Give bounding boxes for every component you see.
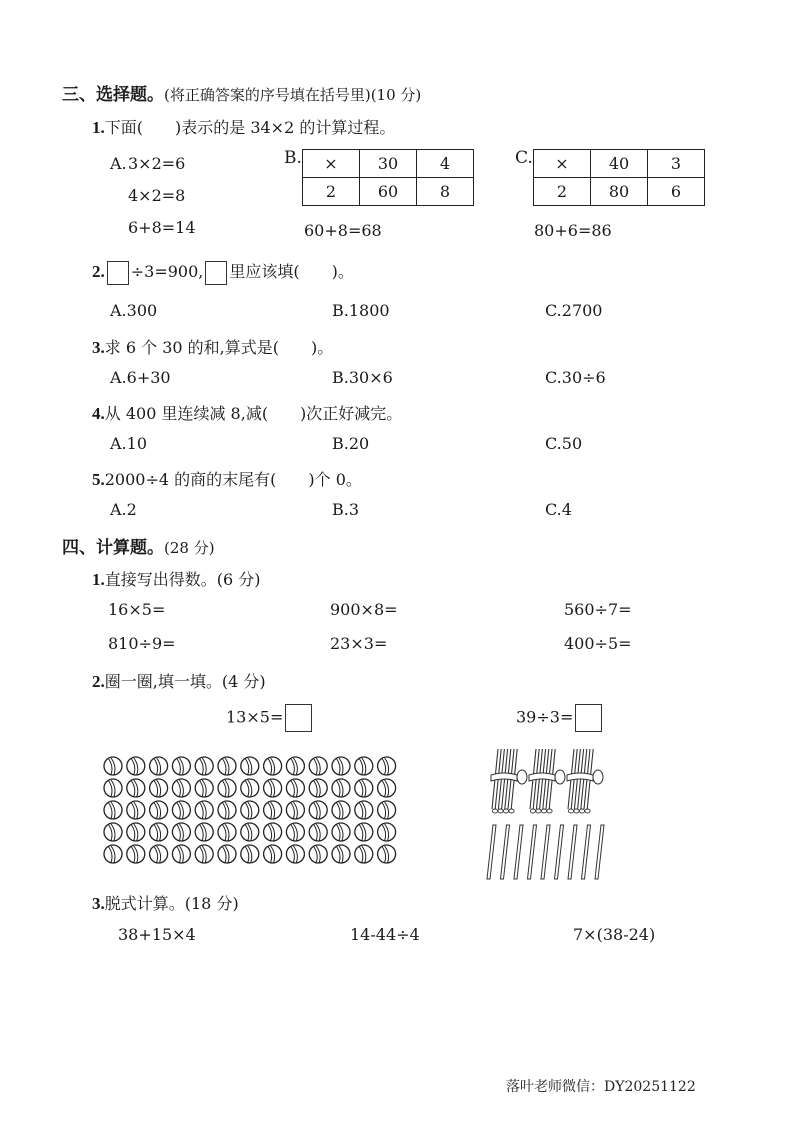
ball-icon bbox=[127, 845, 145, 863]
ball-icon bbox=[378, 801, 396, 819]
ball-icon bbox=[218, 823, 236, 841]
ball-icon bbox=[172, 801, 190, 819]
ball-icon bbox=[104, 823, 122, 841]
q1-option-a-line: 3×2=6 bbox=[128, 154, 186, 173]
balls-illustration bbox=[102, 755, 402, 875]
single-stick-icon bbox=[595, 825, 604, 879]
table-cell: 3 bbox=[648, 150, 705, 178]
stick-bundle-icon bbox=[491, 749, 527, 813]
option-a: A.2 bbox=[110, 500, 137, 519]
stick-bundle-icon bbox=[529, 749, 565, 813]
ball-icon bbox=[150, 823, 168, 841]
ball-icon bbox=[264, 801, 282, 819]
section-4-title: 四、计算题。 bbox=[62, 538, 164, 558]
ball-icon bbox=[286, 779, 304, 797]
ball-icon bbox=[241, 823, 259, 841]
step-calc-item: 14-44÷4 bbox=[350, 925, 420, 944]
table-cell: 30 bbox=[360, 150, 417, 178]
section-4-header bbox=[62, 533, 215, 558]
ball-icon bbox=[172, 823, 190, 841]
ball-icon bbox=[218, 779, 236, 797]
question-number: 4. bbox=[92, 404, 105, 423]
table-cell: 8 bbox=[417, 178, 474, 206]
option-b: B.30×6 bbox=[332, 368, 393, 387]
question-text: 脱式计算。(18 分) bbox=[104, 894, 239, 913]
ball-icon bbox=[332, 845, 350, 863]
circle-equation-right bbox=[516, 704, 604, 732]
table-cell: 60 bbox=[360, 178, 417, 206]
oral-calc-item: 23×3= bbox=[330, 634, 388, 653]
ball-icon bbox=[355, 757, 373, 775]
question-number: 2. bbox=[92, 262, 105, 281]
question-1 bbox=[92, 115, 395, 138]
question-number: 5. bbox=[92, 470, 105, 489]
ball-icon bbox=[172, 779, 190, 797]
ball-icon bbox=[264, 823, 282, 841]
ball-icon bbox=[195, 801, 213, 819]
q1-option-a-label: A. bbox=[110, 154, 127, 173]
ball-icon bbox=[355, 779, 373, 797]
q1-option-a-line: 4×2=8 bbox=[128, 186, 186, 205]
ball-icon bbox=[150, 845, 168, 863]
single-stick-icon bbox=[555, 825, 564, 879]
ball-icon bbox=[241, 757, 259, 775]
ball-icon bbox=[332, 779, 350, 797]
q1-option-b-result: 60+8=68 bbox=[304, 221, 382, 240]
ball-icon bbox=[104, 757, 122, 775]
q1-option-a-line: 6+8=14 bbox=[128, 218, 196, 237]
ball-icon bbox=[309, 801, 327, 819]
section-3-note: (将正确答案的序号填在括号里)(10 分) bbox=[164, 86, 422, 104]
ball-icon bbox=[150, 757, 168, 775]
ball-icon bbox=[195, 757, 213, 775]
ball-icon bbox=[241, 801, 259, 819]
q1-option-b-table bbox=[302, 149, 474, 206]
ball-icon bbox=[378, 779, 396, 797]
option-b: B.20 bbox=[332, 434, 370, 453]
ball-icon bbox=[332, 757, 350, 775]
oral-calc-item: 16×5= bbox=[108, 600, 166, 619]
question-3 bbox=[92, 335, 333, 358]
table-cell: 40 bbox=[591, 150, 648, 178]
ball-icon bbox=[218, 845, 236, 863]
ball-icon bbox=[218, 801, 236, 819]
blank-box[interactable] bbox=[205, 261, 227, 285]
ball-icon bbox=[127, 823, 145, 841]
question-4 bbox=[92, 401, 402, 424]
blank-box[interactable] bbox=[107, 261, 129, 285]
q1-option-b-label: B. bbox=[284, 148, 302, 168]
ball-icon bbox=[264, 845, 282, 863]
question-number: 1. bbox=[92, 570, 105, 589]
single-stick-icon bbox=[514, 825, 523, 879]
section-3-header bbox=[62, 80, 421, 105]
ball-icon bbox=[309, 845, 327, 863]
question-number: 1. bbox=[92, 118, 105, 137]
table-cell: × bbox=[303, 150, 360, 178]
oral-calc-item: 810÷9= bbox=[108, 634, 176, 653]
calc-question-3 bbox=[92, 891, 239, 914]
sticks-illustration bbox=[478, 745, 618, 883]
single-stick-icon bbox=[487, 825, 496, 879]
ball-icon bbox=[355, 801, 373, 819]
oral-calc-item: 400÷5= bbox=[564, 634, 632, 653]
ball-icon bbox=[150, 779, 168, 797]
ball-icon bbox=[264, 779, 282, 797]
footer-contact: 落叶老师微信：DY20251122 bbox=[506, 1079, 696, 1095]
answer-box[interactable] bbox=[285, 704, 312, 732]
ball-icon bbox=[309, 779, 327, 797]
equation-text: 13×5= bbox=[226, 707, 284, 727]
ball-icon bbox=[241, 779, 259, 797]
q1-option-c-table bbox=[533, 149, 705, 206]
table-cell: 80 bbox=[591, 178, 648, 206]
table-cell: 6 bbox=[648, 178, 705, 206]
question-number: 2. bbox=[92, 672, 105, 691]
question-number: 3. bbox=[92, 894, 105, 913]
calc-question-1 bbox=[92, 567, 261, 590]
ball-icon bbox=[127, 779, 145, 797]
question-text: 圈一圈,填一填。(4 分) bbox=[104, 672, 266, 691]
circle-equation-left bbox=[226, 704, 314, 732]
ball-icon bbox=[378, 757, 396, 775]
ball-icon bbox=[241, 845, 259, 863]
option-c: C.2700 bbox=[545, 301, 603, 320]
ball-icon bbox=[264, 757, 282, 775]
oral-calc-item: 560÷7= bbox=[564, 600, 632, 619]
question-text: 直接写出得数。(6 分) bbox=[104, 570, 261, 589]
ball-icon bbox=[218, 757, 236, 775]
ball-icon bbox=[195, 845, 213, 863]
ball-icon bbox=[332, 823, 350, 841]
step-calc-item: 7×(38-24) bbox=[573, 925, 656, 944]
ball-icon bbox=[286, 757, 304, 775]
question-text-part: ÷3=900, bbox=[130, 262, 204, 281]
section-3-title: 三、选择题。 bbox=[62, 85, 164, 105]
ball-icon bbox=[104, 779, 122, 797]
question-2 bbox=[92, 259, 354, 285]
option-c: C.30÷6 bbox=[545, 368, 606, 387]
ball-icon bbox=[309, 823, 327, 841]
question-text-part: 里应该填( )。 bbox=[229, 262, 354, 281]
table-cell: 4 bbox=[417, 150, 474, 178]
single-stick-icon bbox=[582, 825, 591, 879]
table-cell: 2 bbox=[303, 178, 360, 206]
question-text: 2000÷4 的商的末尾有( )个 0。 bbox=[104, 470, 362, 489]
calc-question-2 bbox=[92, 669, 266, 692]
single-stick-icon bbox=[541, 825, 550, 879]
ball-icon bbox=[195, 779, 213, 797]
ball-icon bbox=[378, 845, 396, 863]
question-5 bbox=[92, 467, 362, 490]
ball-icon bbox=[286, 823, 304, 841]
ball-icon bbox=[355, 845, 373, 863]
oral-calc-item: 900×8= bbox=[330, 600, 398, 619]
option-a: A.300 bbox=[110, 301, 158, 320]
ball-icon bbox=[378, 823, 396, 841]
ball-icon bbox=[104, 801, 122, 819]
table-cell: 2 bbox=[534, 178, 591, 206]
ball-icon bbox=[127, 757, 145, 775]
option-a: A.10 bbox=[110, 434, 147, 453]
option-c: C.50 bbox=[545, 434, 583, 453]
ball-icon bbox=[104, 845, 122, 863]
option-b: B.1800 bbox=[332, 301, 390, 320]
option-b: B.3 bbox=[332, 500, 360, 519]
question-text: 下面( )表示的是 34×2 的计算过程。 bbox=[104, 118, 396, 137]
option-a: A.6+30 bbox=[110, 368, 171, 387]
ball-icon bbox=[172, 845, 190, 863]
question-text: 从 400 里连续减 8,减( )次正好减完。 bbox=[104, 404, 403, 423]
equation-text: 39÷3= bbox=[516, 707, 574, 727]
single-stick-icon bbox=[528, 825, 537, 879]
ball-icon bbox=[286, 801, 304, 819]
q1-option-c-label: C. bbox=[515, 148, 533, 168]
stick-bundle-icon bbox=[567, 749, 603, 813]
single-stick-icon bbox=[568, 825, 577, 879]
ball-icon bbox=[127, 801, 145, 819]
ball-icon bbox=[150, 801, 168, 819]
ball-icon bbox=[286, 845, 304, 863]
ball-icon bbox=[172, 757, 190, 775]
table-cell: × bbox=[534, 150, 591, 178]
step-calc-item: 38+15×4 bbox=[118, 925, 196, 944]
question-text: 求 6 个 30 的和,算式是( )。 bbox=[104, 338, 334, 357]
question-number: 3. bbox=[92, 338, 105, 357]
ball-icon bbox=[195, 823, 213, 841]
single-stick-icon bbox=[501, 825, 510, 879]
ball-icon bbox=[355, 823, 373, 841]
option-c: C.4 bbox=[545, 500, 572, 519]
ball-icon bbox=[332, 801, 350, 819]
ball-icon bbox=[309, 757, 327, 775]
q1-option-c-result: 80+6=86 bbox=[534, 221, 612, 240]
section-4-note: (28 分) bbox=[164, 539, 215, 557]
answer-box[interactable] bbox=[575, 704, 602, 732]
